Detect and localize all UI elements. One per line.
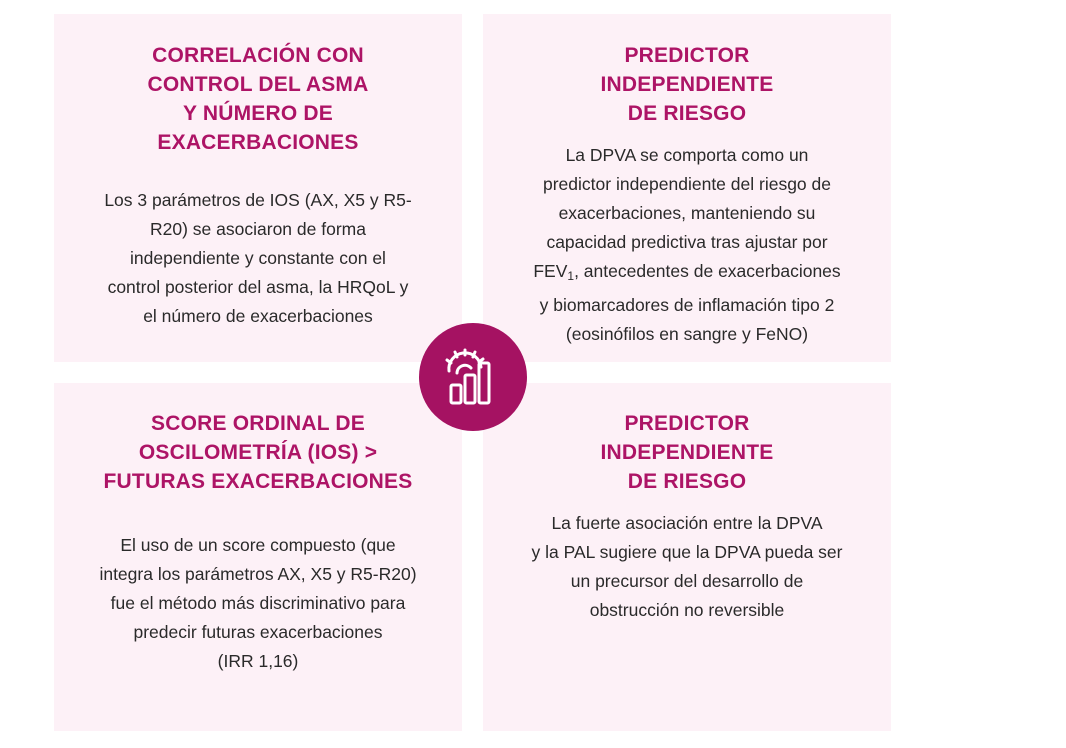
panel-ios-ordinal-score (54, 383, 462, 731)
gear-bar-chart-icon (441, 345, 505, 409)
panel-independent-risk-predictor-2 (483, 383, 891, 731)
panel-independent-risk-predictor (483, 14, 891, 362)
panel-asthma-control-correlation (54, 14, 462, 362)
fev1-subscript: 1 (567, 269, 575, 283)
panel-description: El uso de un score compuesto (que integra los parámetros AX, X5 y R5-R20) fue el método más discriminativo para predecir futuras exacerbaciones (IRR 1,16) (99, 535, 417, 671)
panel-title: PREDICTOR INDEPENDIENTE DE RIESGO (600, 412, 774, 493)
panel-title: SCORE ORDINAL DE OSCILOMETRÍA (IOS) > FUTURAS EXACERBACIONES (103, 412, 413, 493)
panel-title: CORRELACIÓN CON CONTROL DEL ASMA Y NÚMERO DE EXACERBACIONES (147, 44, 369, 154)
center-badge (419, 323, 527, 431)
panel-description: La fuerte asociación entre la DPVA y la PAL sugiere que la DPVA pueda ser un precursor del desarrollo de obstrucción no reversible (531, 513, 843, 620)
panel-title: PREDICTOR INDEPENDIENTE DE RIESGO (600, 44, 774, 125)
fev1-line: $FEV_1$, antecedentes de exacerbaciones (533, 261, 841, 283)
panel-description: Los 3 parámetros de IOS (AX, X5 y R5- R20) se asociaron de forma independiente y constante con el control posterior del asma, la HRQoL y el número de exacerbaciones (104, 190, 412, 326)
panel-description: La DPVA se comporta como un predictor independiente del riesgo de exacerbaciones, manteniendo su capacidad predictiva tras ajustar por $FEV_1$, antecedentes de exacerbaciones y biomarcadores de inflamación tipo 2 (eosinófilos en sangre y FeNO) (483, 141, 891, 349)
